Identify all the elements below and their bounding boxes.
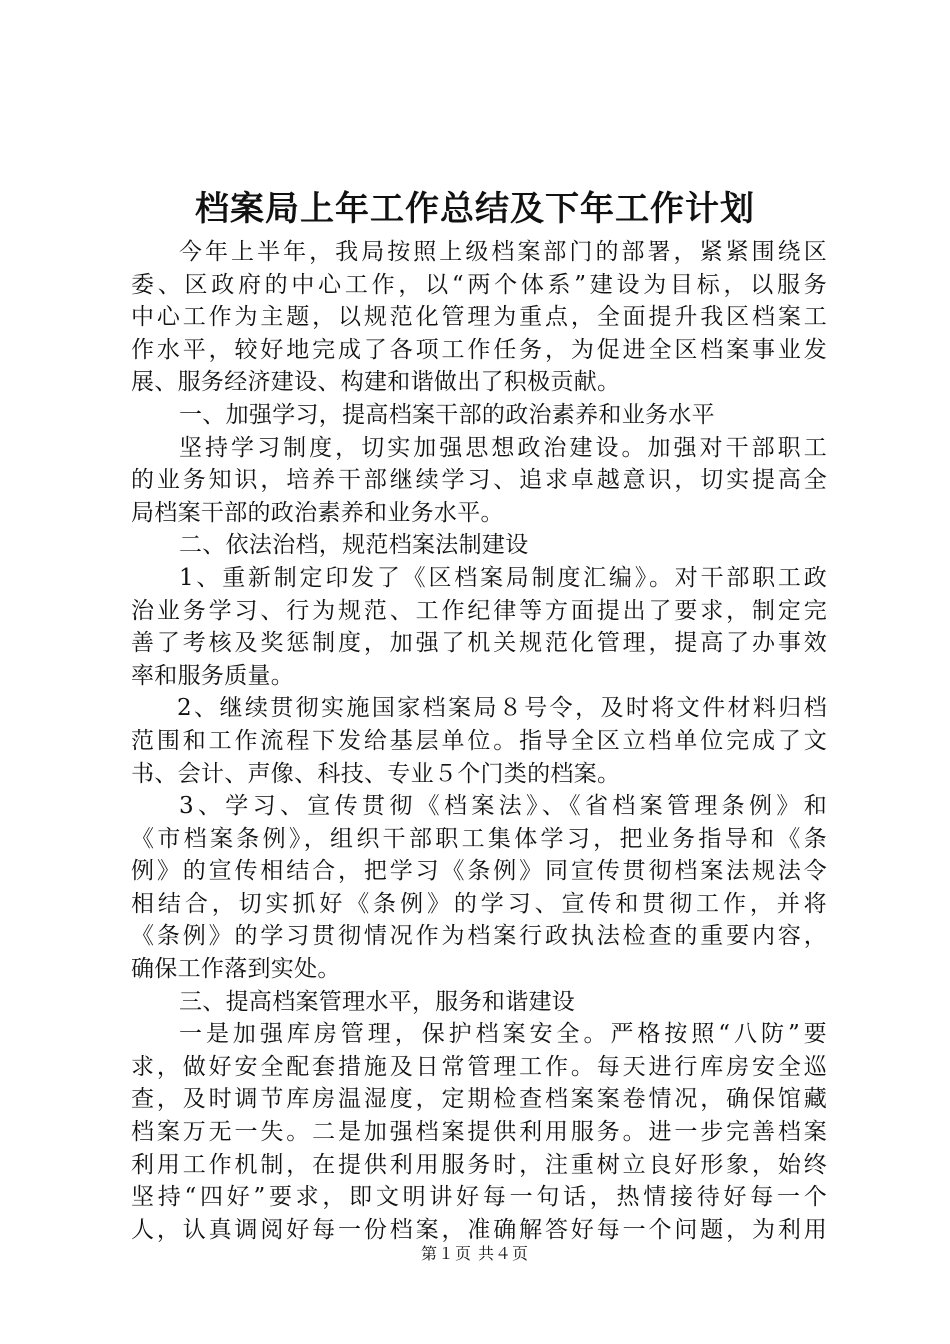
paragraph-line: 求，做好安全配套措施及日常管理工作。每天进行库房安全巡 xyxy=(131,1053,827,1080)
document-body xyxy=(131,236,827,1246)
paragraph-line: 今年上半年，我局按照上级档案部门的部署，紧紧围绕区 xyxy=(179,239,827,265)
section-heading: 三、提高档案管理水平，服务和谐建设 xyxy=(179,988,576,1015)
paragraph-line: 2、继续贯彻实施国家档案局８号令，及时将文件材料归档 xyxy=(177,695,827,722)
paragraph-line: 范围和工作流程下发给基层单位。指导全区立档单位完成了文 xyxy=(131,727,827,754)
paragraph-line: 坚持“四好”要求，即文明讲好每一句话，热情接待好每一个 xyxy=(131,1184,827,1211)
paragraph-line: 委、区政府的中心工作，以“两个体系”建设为目标，以服务 xyxy=(131,271,827,298)
paragraph-line: 的业务知识，培养干部继续学习、追求卓越意识，切实提高全 xyxy=(131,467,827,494)
paragraph-line: 3、学习、宣传贯彻《档案法》、《省档案管理条例》和 xyxy=(179,793,827,820)
paragraph-line: 相结合，切实抓好《条例》的学习、宣传和贯彻工作，并将 xyxy=(131,890,827,917)
paragraph-line: 人，认真调阅好每一份档案，准确解答好每一个问题，为利用 xyxy=(131,1216,827,1243)
paragraph-line: 作水平，较好地完成了各项工作任务，为促进全区档案事业发 xyxy=(131,336,827,363)
paragraph-line: 档案万无一失。二是加强档案提供利用服务。进一步完善档案 xyxy=(131,1119,827,1146)
paragraph-line: 治业务学习、行为规范、工作纪律等方面提出了要求，制定完 xyxy=(131,597,827,624)
paragraph-line: 《市档案条例》，组织干部职工集体学习，把业务指导和《条 xyxy=(131,825,827,852)
paragraph-line: 确保工作落到实处。 xyxy=(131,956,341,983)
paragraph-line: 中心工作为主题，以规范化管理为重点，全面提升我区档案工 xyxy=(131,304,827,331)
paragraph-line: 1、重新制定印发了《区档案局制度汇编》。对干部职工政 xyxy=(179,564,827,591)
paragraph-line: 一是加强库房管理，保护档案安全。严格按照“八防”要 xyxy=(179,1021,827,1048)
paragraph-line: 率和服务质量。 xyxy=(131,662,295,689)
paragraph-line: 局档案干部的政治素养和业务水平。 xyxy=(131,499,504,526)
section-heading: 二、依法治档，规范档案法制建设 xyxy=(179,532,529,559)
document-title: 档案局上年工作总结及下年工作计划 xyxy=(195,189,755,229)
paragraph-line: 坚持学习制度，切实加强思想政治建设。加强对干部职工 xyxy=(179,434,827,461)
paragraph-line: 例》的宣传相结合，把学习《条例》同宣传贯彻档案法规法令 xyxy=(131,858,827,885)
paragraph-line: 《条例》的学习贯彻情况作为档案行政执法检查的重要内容， xyxy=(131,923,827,950)
section-heading: 一、加强学习，提高档案干部的政治素养和业务水平 xyxy=(179,401,715,428)
page-footer: 第１页 共４页 xyxy=(420,1244,530,1263)
paragraph-line: 书、会计、声像、科技、专业５个门类的档案。 xyxy=(131,760,621,787)
paragraph-line: 查，及时调节库房温湿度，定期检查档案案卷情况，确保馆藏 xyxy=(131,1086,827,1113)
paragraph-line: 利用工作机制，在提供利用服务时，注重树立良好形象，始终 xyxy=(131,1151,827,1178)
paragraph-line: 善了考核及奖惩制度，加强了机关规范化管理，提高了办事效 xyxy=(131,630,827,657)
paragraph-line: 展、服务经济建设、构建和谐做出了积极贡献。 xyxy=(131,369,621,396)
